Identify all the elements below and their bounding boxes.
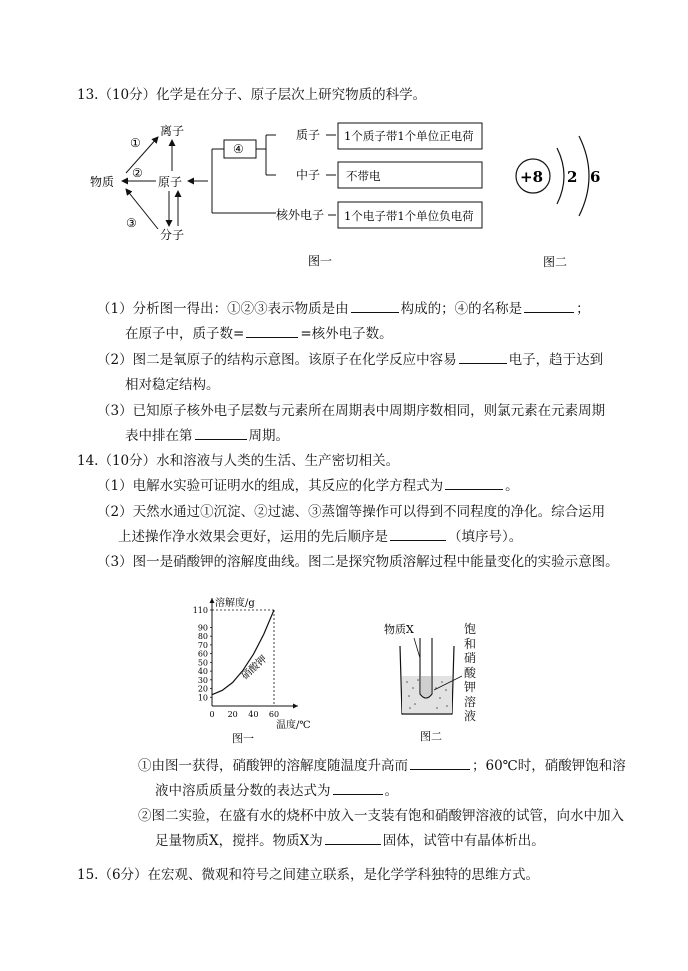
- shell2-count: 6: [590, 168, 601, 186]
- q13-p2-line2: 相对稳定结构。: [125, 377, 220, 393]
- saturated-kno3-label: 饱 和 硝 酸 钾 溶 液: [463, 622, 476, 723]
- proton-desc: 1个质子带1个单位正电荷: [344, 129, 474, 143]
- blank-2[interactable]: [524, 300, 574, 313]
- x-tick-label: 0: [209, 710, 215, 719]
- y-axis-arrow: [210, 598, 215, 603]
- q13-figure-2: [505, 130, 615, 270]
- fig2-caption: 图二: [543, 255, 568, 269]
- substance-x-label: 物质X: [384, 623, 414, 636]
- q13-p1-line1: （1）分析图一得出：①②③表示物质是由 构成的；④的名称是 ；: [97, 301, 590, 317]
- y-tick-label: 70: [197, 640, 208, 650]
- blank-8[interactable]: [410, 757, 470, 770]
- q14-p3: （3）图一是硝酸钾的溶解度曲线。图二是探究物质溶解过程中能量变化的实验示意图。: [97, 554, 619, 570]
- blank-5[interactable]: [195, 427, 247, 440]
- shell1-count: 2: [567, 168, 578, 186]
- blank-6[interactable]: [445, 477, 503, 490]
- shell-arc-1: [557, 148, 564, 204]
- label-atom: 原子: [158, 175, 183, 189]
- y-tick-label: 20: [197, 684, 208, 694]
- kno3-curve: [212, 610, 274, 695]
- q14-title: 14.（10分）水和溶液与人类的生活、生产密切相关。: [77, 453, 400, 469]
- substance-pointer: [414, 638, 420, 658]
- x-tick-label: 60: [268, 710, 280, 719]
- q14-s1-line1: ①由图一获得，硝酸钾的溶解度随温度升高而 ；60℃时，硝酸钾饱和溶: [138, 758, 626, 774]
- q13-p2-line1: （2）图二是氧原子的结构示意图。该原子在化学反应中容易 电子，趋于达到: [97, 352, 604, 368]
- label-proton: 质子: [296, 128, 321, 142]
- label-molecule: 分子: [160, 228, 185, 242]
- q14-p2-line2: 上述操作净水效果会更好，运用的先后顺序是 （填序号）。: [118, 529, 523, 545]
- q14-s2-line2: 足量物质X，搅拌。物质X为 固体，试管中有晶体析出。: [155, 833, 545, 849]
- blank-3[interactable]: [246, 325, 298, 338]
- fig1-caption: 图一: [308, 254, 333, 268]
- y-tick-label: 110: [192, 606, 208, 615]
- q13-p3-line1: （3）已知原子核外电子层数与元素所在周期表中周期序数相同，则氯元素在元素周期: [97, 403, 606, 419]
- blank-9[interactable]: [333, 782, 383, 795]
- y-tick-label: 60: [197, 649, 208, 659]
- label-c2: ②: [132, 166, 143, 180]
- label-c1: ①: [130, 136, 141, 150]
- series-label: 硝酸钾: [239, 653, 270, 683]
- q15-title: 15.（6分）在宏观、微观和符号之间建立联系，是化学学科独特的思维方式。: [77, 867, 540, 883]
- solubility-chart: [190, 588, 330, 748]
- q13-figure-1: [80, 115, 500, 275]
- tube-solution: [421, 676, 431, 697]
- q13-p3-line2: 表中排在第 周期。: [125, 428, 289, 444]
- label-ion: 离子: [160, 124, 185, 138]
- q14-s2-line1: ②图二实验，在盛有水的烧杯中放入一支装有饱和硝酸钾溶液的试管，向水中加入: [138, 808, 624, 824]
- x-tick-label: 40: [248, 710, 259, 719]
- nucleus-label: +8: [520, 168, 544, 186]
- y-tick-label: 90: [197, 623, 208, 633]
- q13-p1-line2: 在原子中，质子数= =核外电子数。: [125, 326, 393, 342]
- neutron-desc: 不带电: [346, 169, 381, 183]
- y-tick-label: 40: [197, 667, 208, 677]
- x-axis-arrow: [293, 704, 298, 709]
- q14-s1-line2: 液中溶质质量分数的表达式为 。: [155, 783, 398, 799]
- y-tick-label: 10: [197, 693, 208, 703]
- label-electron: 核外电子: [276, 208, 325, 222]
- fig2-beaker-caption: 图二: [420, 730, 442, 743]
- q13-title: 13.（10分）化学是在分子、原子层次上研究物质的科学。: [77, 87, 427, 103]
- y-axis-label: 溶解度/g: [215, 598, 255, 609]
- y-tick-label: 50: [197, 658, 208, 668]
- y-tick-label: 30: [197, 675, 208, 685]
- q14-p2-line1: （2）天然水通过①沉淀、②过滤、③蒸馏等操作可以得到不同程度的净化。综合运用: [97, 504, 606, 520]
- blank-1[interactable]: [351, 300, 399, 313]
- blank-7[interactable]: [390, 528, 446, 541]
- label-substance: 物质: [90, 175, 115, 189]
- label-neutron: 中子: [296, 168, 321, 182]
- electron-desc: 1个电子带1个单位负电荷: [344, 209, 474, 223]
- shell-arc-2: [579, 136, 589, 216]
- blank-4[interactable]: [459, 351, 507, 364]
- x-axis-label: 温度/℃: [276, 720, 311, 731]
- label-c4: ④: [233, 142, 244, 156]
- x-tick-label: 20: [227, 710, 238, 719]
- blank-10[interactable]: [325, 832, 381, 845]
- label-c3: ③: [126, 216, 137, 230]
- chart-caption: 图一: [232, 732, 254, 745]
- y-tick-label: 80: [197, 632, 208, 642]
- q14-p1: （1）电解水实验可证明水的组成，其反应的化学方程式为 。: [97, 478, 519, 494]
